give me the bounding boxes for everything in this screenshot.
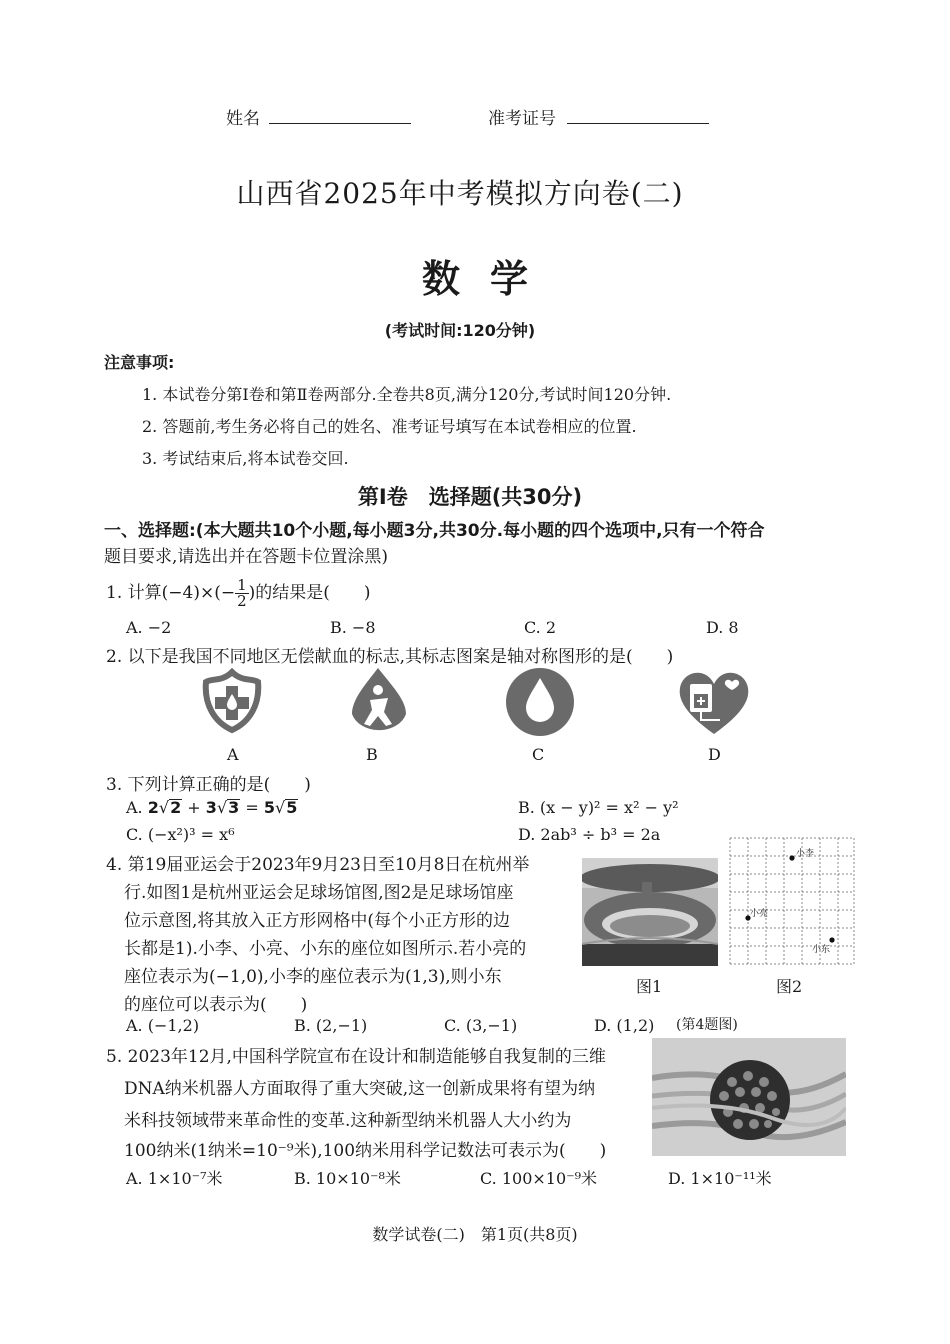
q5-line: 5. 2023年12月,中国科学院宣布在设计和制造能够自我复制的三维 — [106, 1047, 606, 1067]
id-label: 准考证号 — [488, 109, 556, 129]
q5-line: 100纳米(1纳米=10⁻⁹米),100纳米用科学记数法可表示为( ) — [124, 1141, 607, 1161]
id-blank[interactable] — [567, 105, 709, 124]
note-item: 1. 本试卷分第Ⅰ卷和第Ⅱ卷两部分.全卷共8页,满分120分,考试时间120分钟. — [142, 385, 672, 404]
seat-xiaoli — [789, 855, 794, 860]
name-field — [226, 104, 411, 129]
id-field — [488, 104, 709, 129]
q3-option-a[interactable]: A. 2√2 + 3√3 = 5√5 — [126, 798, 298, 817]
grid-label-xiaodong: 小东 — [812, 945, 831, 955]
q3-option-d[interactable]: D. 2ab³ ÷ b³ = 2a — [518, 825, 661, 844]
q5-option-d[interactable]: D. 1×10⁻¹¹米 — [668, 1169, 772, 1188]
q2-label-d: D — [708, 745, 721, 764]
q1-option-b[interactable]: B. −8 — [330, 618, 376, 637]
page-footer: 数学试卷(二) 第1页(共8页) — [372, 1225, 578, 1244]
section-instruction-2: 题目要求,请选出并在答题卡位置涂黑) — [104, 547, 389, 567]
note-item: 3. 考试结束后,将本试卷交回. — [142, 449, 349, 468]
q1-option-d[interactable]: D. 8 — [706, 618, 739, 637]
blood-logo-b-icon[interactable] — [348, 666, 410, 736]
q4-option-c[interactable]: C. (3,−1) — [444, 1016, 518, 1035]
q3-option-c[interactable]: C. (−x²)³ = x⁶ — [126, 825, 235, 844]
q4-line: 位示意图,将其放入正方形网格中(每个小正方形的边 — [124, 911, 511, 931]
name-blank[interactable] — [269, 105, 411, 124]
q4-figure-caption: (第4题图) — [676, 1017, 738, 1033]
note-item: 2. 答题前,考生务必将自己的姓名、准考证号填写在本试卷相应的位置. — [142, 417, 637, 436]
grid-label-xiaoli: 小李 — [796, 849, 815, 859]
q4-option-a[interactable]: A. (−1,2) — [126, 1016, 200, 1035]
q4-option-d[interactable]: D. (1,2) — [594, 1016, 655, 1035]
nanorobot-image — [652, 1038, 846, 1156]
q1-option-c[interactable]: C. 2 — [524, 618, 557, 637]
q4-line: 座位表示为(−1,0),小李的座位表示为(1,3),则小东 — [124, 967, 502, 987]
grid-label-xiaoliang: 小亮 — [750, 909, 769, 919]
stadium-photo — [582, 858, 718, 966]
q1-stem: 1. 计算(−4)×(− $\frac{1}{2}$ )的结果是( ) — [106, 576, 371, 610]
q3-option-b[interactable]: B. (x − y)² = x² − y² — [518, 798, 679, 817]
q4-option-b[interactable]: B. (2,−1) — [294, 1016, 368, 1035]
q5-line: 米科技领域带来革命性的变革.这种新型纳米机器人大小约为 — [124, 1111, 572, 1131]
q4-line: 行.如图1是杭州亚运会足球场馆图,图2是足球场馆座 — [124, 883, 514, 903]
q4-line: 4. 第19届亚运会于2023年9月23日至10月8日在杭州举 — [106, 855, 530, 875]
section-title: 第Ⅰ卷 选择题(共30分) — [357, 485, 583, 509]
q1-fraction: $\frac{1}{2}$ — [237, 576, 247, 610]
seat-grid — [728, 836, 856, 966]
q4-line: 长都是1).小李、小亮、小东的座位如图所示.若小亮的 — [124, 939, 527, 959]
blood-logo-c-icon[interactable] — [504, 666, 576, 738]
blood-logo-a-icon[interactable] — [200, 668, 264, 734]
subject-title: 数学 — [421, 257, 558, 301]
fig2-caption: 图2 — [776, 977, 803, 996]
fig1-caption: 图1 — [636, 977, 663, 996]
q5-option-c[interactable]: C. 100×10⁻⁹米 — [480, 1169, 598, 1188]
q2-label-b: B — [366, 745, 378, 764]
q5-option-a[interactable]: A. 1×10⁻⁷米 — [126, 1169, 223, 1188]
q2-label-c: C — [532, 745, 545, 764]
q5-option-b[interactable]: B. 10×10⁻⁸米 — [294, 1169, 401, 1188]
seat-xiaodong — [829, 937, 834, 942]
q3-stem: 3. 下列计算正确的是( ) — [106, 775, 311, 795]
q5-line: DNA纳米机器人方面取得了重大突破,这一创新成果将有望为纳 — [124, 1079, 596, 1099]
name-label: 姓名 — [226, 109, 260, 129]
q2-stem: 2. 以下是我国不同地区无偿献血的标志,其标志图案是轴对称图形的是( ) — [106, 647, 674, 667]
section-instruction: 一、选择题:(本大题共10个小题,每小题3分,共30分.每小题的四个选项中,只有一个符合 — [104, 521, 765, 541]
q4-line: 的座位可以表示为( ) — [124, 995, 308, 1015]
page-title: 山西省2025年中考模拟方向卷(二) — [236, 177, 684, 210]
q1-option-a[interactable]: A. −2 — [126, 618, 172, 637]
notes-heading: 注意事项: — [104, 353, 175, 372]
q2-label-a: A — [227, 745, 239, 764]
blood-logo-d-icon[interactable] — [676, 668, 752, 738]
time-note: (考试时间:120分钟) — [384, 321, 536, 340]
